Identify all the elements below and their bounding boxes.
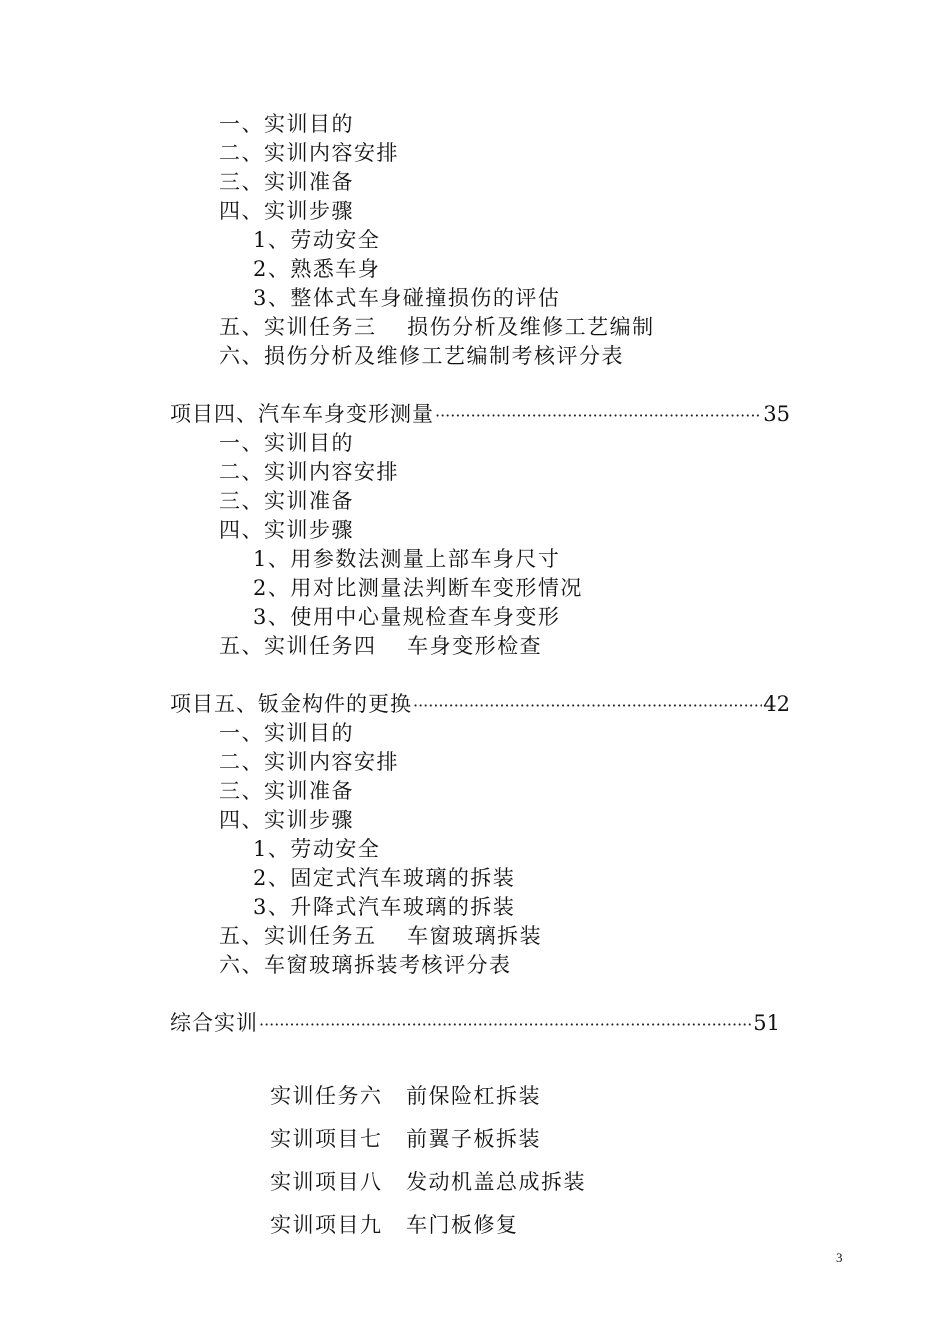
toc-subitem: 2、固定式汽车玻璃的拆装 [253,866,516,890]
task-label: 实训项目九 [270,1213,383,1237]
toc-subitem: 3、升降式汽车玻璃的拆装 [253,895,516,919]
toc-subitem: 1、劳动安全 [253,228,381,252]
task-label: 实训项目七 [270,1127,383,1151]
toc-item: 一、实训目的 [219,431,354,455]
toc-item: 五、实训任务五 车窗玻璃拆装 [219,924,543,948]
toc-heading-project5[interactable] [170,690,790,719]
toc-item: 三、实训准备 [219,779,354,803]
heading-title: 综合实训 [170,1011,258,1035]
toc-item: 一、实训目的 [219,112,354,136]
toc-task [221,1139,587,1194]
toc-item: 六、车窗玻璃拆装考核评分表 [219,953,512,977]
toc-item: 三、实训准备 [219,489,354,513]
toc-subitem: 2、熟悉车身 [253,257,381,281]
toc-item: 五、实训任务三 损伤分析及维修工艺编制 [219,315,655,339]
toc-item: 二、实训内容安排 [219,460,399,484]
toc-subitem: 1、劳动安全 [253,837,381,861]
toc-item: 二、实训内容安排 [219,750,399,774]
toc-item: 五、实训任务四 车身变形检查 [219,634,543,658]
toc-task [221,1053,542,1108]
task-name: 前翼子板拆装 [406,1127,542,1151]
page-ref: 42 [763,692,790,716]
page-ref: 51 [753,1011,780,1035]
task-name: 前保险杠拆装 [406,1084,542,1108]
toc-item: 四、实训步骤 [219,199,354,223]
dot-leader [413,691,762,720]
task-label: 实训项目八 [270,1170,383,1194]
toc-subitem: 2、用对比测量法判断车变形情况 [253,576,583,600]
page-number: 3 [836,1250,843,1265]
toc-item: 三、实训准备 [219,170,354,194]
task-name: 发动机盖总成拆装 [406,1170,587,1194]
toc-heading-comprehensive[interactable] [170,1009,780,1038]
toc-heading-project4[interactable] [170,400,790,429]
toc-subitem: 3、整体式车身碰撞损伤的评估 [253,286,561,310]
heading-title: 项目四、汽车车身变形测量 [170,402,434,426]
toc-item: 一、实训目的 [219,721,354,745]
page-ref: 35 [763,402,790,426]
toc-subitem: 1、用参数法测量上部车身尺寸 [253,547,561,571]
dot-leader [435,401,762,430]
dot-leader [259,1010,752,1039]
task-label: 实训任务六 [270,1084,383,1108]
toc-item: 六、损伤分析及维修工艺编制考核评分表 [219,344,624,368]
task-name: 车门板修复 [406,1213,519,1237]
toc-task [221,1182,519,1237]
toc-subitem: 3、使用中心量规检查车身变形 [253,605,561,629]
toc-item: 四、实训步骤 [219,808,354,832]
toc-item: 二、实训内容安排 [219,141,399,165]
toc-item: 四、实训步骤 [219,518,354,542]
heading-title: 项目五、钣金构件的更换 [170,692,412,716]
